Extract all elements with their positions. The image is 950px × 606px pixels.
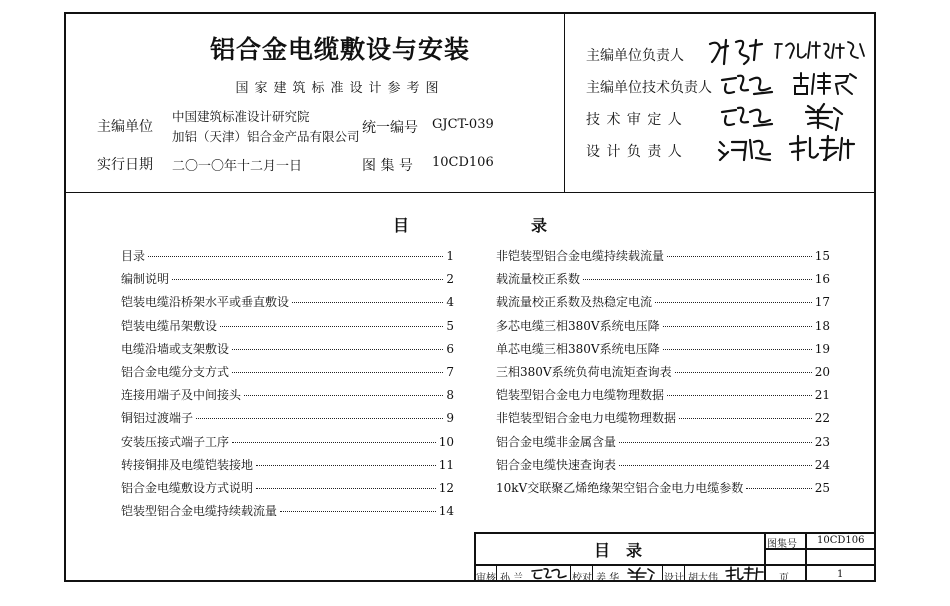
toc-leader-dots [663,326,812,327]
toc-leader-dots [655,302,812,303]
signature-jiang-hua [802,100,846,132]
toc-entry-page: 25 [814,481,830,495]
toc-entry-label: 编制说明 [121,272,170,287]
signature-design-lead [716,134,774,164]
toc-entry[interactable] [121,456,454,472]
toc-leader-dots [244,395,443,396]
toc-entry[interactable] [121,363,454,379]
toc-entry[interactable] [496,456,830,472]
toc-entry[interactable] [121,270,454,286]
toc-entry-page: 7 [446,365,454,379]
signature-reviewer [718,102,776,132]
signature-ivan [772,38,868,64]
check-label: 校对 [572,573,592,584]
toc-entry-page: 8 [446,388,454,403]
toc-entry-label: 连接用端子及中间接头 [121,388,242,403]
toc-leader-dots [196,418,443,419]
design-label: 设计 [664,573,684,584]
toc-entry-page: 21 [814,388,830,403]
toc-entry-page: 5 [446,318,454,333]
toc-entry-label: 电缆沿墙或支架敷设 [121,341,230,356]
toc-leader-dots [746,488,812,489]
toc-leader-dots [148,256,443,257]
toc-leader-dots [256,465,436,466]
title-block [474,532,876,582]
toc-entry[interactable] [496,433,830,449]
design-name: 胡大伟 [688,573,718,584]
toc-entry[interactable] [496,247,830,263]
signature-gu-deqiang [790,70,860,98]
header-divider [64,192,876,193]
document-title: 铝合金电缆敷设与安装 [209,35,470,64]
signature-tech-chief [718,70,776,100]
toc-leader-dots [220,326,443,327]
toc-entry-label: 铝合金电缆敷设方式说明 [121,481,254,495]
toc-entry-label: 多芯电缆三相380V系统电压降 [496,318,660,333]
review-signature [530,565,568,582]
toc-entry-page: 18 [814,318,830,333]
resp-label-review: 技 术 审 定 人 [586,112,683,128]
check-name: 姜 华 [596,573,620,584]
toc-entry-page: 10 [438,434,454,449]
toc-leader-dots [667,395,812,396]
toc-entry[interactable] [496,386,830,402]
toc-entry[interactable] [496,479,830,495]
review-label: 审核 [476,573,496,584]
title-block-title: 目 录 [594,541,643,560]
toc-entry-page: 11 [438,457,454,472]
toc-entry[interactable] [496,293,830,309]
toc-entry-page: 1 [446,249,454,263]
page-value: 1 [837,569,844,580]
toc-entry-label: 铠装电缆沿桥架水平或垂直敷设 [121,295,290,310]
title-block-atlas-value: 10CD106 [817,535,865,546]
toc-entry[interactable] [121,247,454,263]
editor-label: 主编单位 [97,119,153,135]
toc-entry-label: 载流量校正系数 [496,272,581,287]
date-value: 二〇一〇年十二月一日 [172,159,303,174]
toc-entry[interactable] [496,317,830,333]
toc-entry[interactable] [496,270,830,286]
toc-leader-dots [583,279,812,280]
toc-entry[interactable] [496,409,830,425]
editor-org-2: 加铝（天津）铝合金产品有限公司 [172,129,360,144]
atlas-label: 图 集 号 [362,158,413,174]
toc-entry[interactable] [121,340,454,356]
toc-entry[interactable] [121,317,454,333]
toc-entry-label: 非铠装型铝合金电力电缆物理数据 [496,411,677,426]
review-name: 孙 兰 [500,573,524,584]
toc-entry-label: 铝合金电缆分支方式 [121,365,230,379]
toc-entry[interactable] [121,433,454,449]
toc-entry-page: 24 [814,457,830,472]
toc-entry-label: 非铠装型铝合金电缆持续载流量 [496,249,665,263]
toc-entry-label: 铠装电缆吊架敷设 [121,318,218,333]
toc-leader-dots [256,488,436,489]
toc-entry[interactable] [496,340,830,356]
toc-leader-dots [619,442,812,443]
signature-hu-dawei [786,132,856,166]
toc-leader-dots [172,279,443,280]
toc-leader-dots [232,349,443,350]
toc-entry[interactable] [121,293,454,309]
toc-title-right: 录 [531,216,548,235]
toc-entry[interactable] [121,409,454,425]
toc-entry-label: 单芯电缆三相380V系统电压降 [496,341,660,356]
date-label: 实行日期 [97,157,153,173]
toc-entry-label: 铝合金电缆快速查询表 [496,457,617,472]
toc-entry-page: 16 [814,272,830,287]
toc-entry-page: 12 [438,481,454,495]
toc-entry-label: 铠装型铝合金电缆持续载流量 [121,504,278,519]
toc-entry-page: 14 [438,504,454,519]
toc-entry-label: 三相380V系统负荷电流矩查询表 [496,365,672,379]
responsible-divider [564,12,565,193]
toc-leader-dots [280,511,436,512]
resp-label-design: 设 计 负 责 人 [586,144,683,160]
toc-leader-dots [675,372,812,373]
toc-leader-dots [663,349,812,350]
toc-entry-page: 15 [814,249,830,263]
toc-entry[interactable] [121,479,454,495]
design-signature [724,565,764,582]
toc-entry-page: 6 [446,341,454,356]
code-label: 统一编号 [362,120,418,136]
toc-entry-label: 铝合金电缆非金属含量 [496,434,617,449]
toc-entry-page: 4 [446,295,454,310]
toc-entry-label: 10kV交联聚乙烯绝缘架空铝合金电力电缆参数 [496,481,744,495]
toc-entry-label: 载流量校正系数及热稳定电流 [496,295,653,310]
toc-entry-label: 铠装型铝合金电力电缆物理数据 [496,388,665,403]
toc-leader-dots [292,302,443,303]
check-signature [626,565,660,582]
toc-entry-page: 19 [814,341,830,356]
toc-entry-page: 20 [814,365,830,379]
toc-entry-label: 安装压接式端子工序 [121,434,230,449]
toc-leader-dots [232,442,436,443]
toc-leader-dots [232,372,443,373]
toc-entry[interactable] [121,502,454,518]
toc-entry-page: 23 [814,434,830,449]
page-label: 页 [779,573,789,584]
toc-title-left: 目 [393,216,410,235]
toc-entry-page: 9 [446,411,454,426]
toc-entry-label: 铜铝过渡端子 [121,411,194,426]
signature-sun-lan [706,36,766,66]
resp-label-tech: 主编单位技术负责人 [586,80,712,96]
toc-entry-page: 22 [814,411,830,426]
resp-label-chief: 主编单位负责人 [586,48,684,64]
toc-entry[interactable] [121,386,454,402]
toc-entry-page: 2 [446,272,454,287]
toc-entry-label: 转接铜排及电缆铠装接地 [121,457,254,472]
toc-entry-page: 17 [814,295,830,310]
title-block-atlas-label: 图集号 [767,539,797,550]
editor-org-1: 中国建筑标准设计研究院 [172,109,310,124]
document-subtitle: 国家建筑标准设计参考图 [235,81,445,96]
atlas-value: 10CD106 [432,155,494,170]
code-value: GJCT-039 [432,117,494,132]
toc-leader-dots [619,465,812,466]
toc-leader-dots [679,418,812,419]
toc-entry-label: 目录 [121,249,146,263]
toc-entry[interactable] [496,363,830,379]
toc-leader-dots [667,256,812,257]
